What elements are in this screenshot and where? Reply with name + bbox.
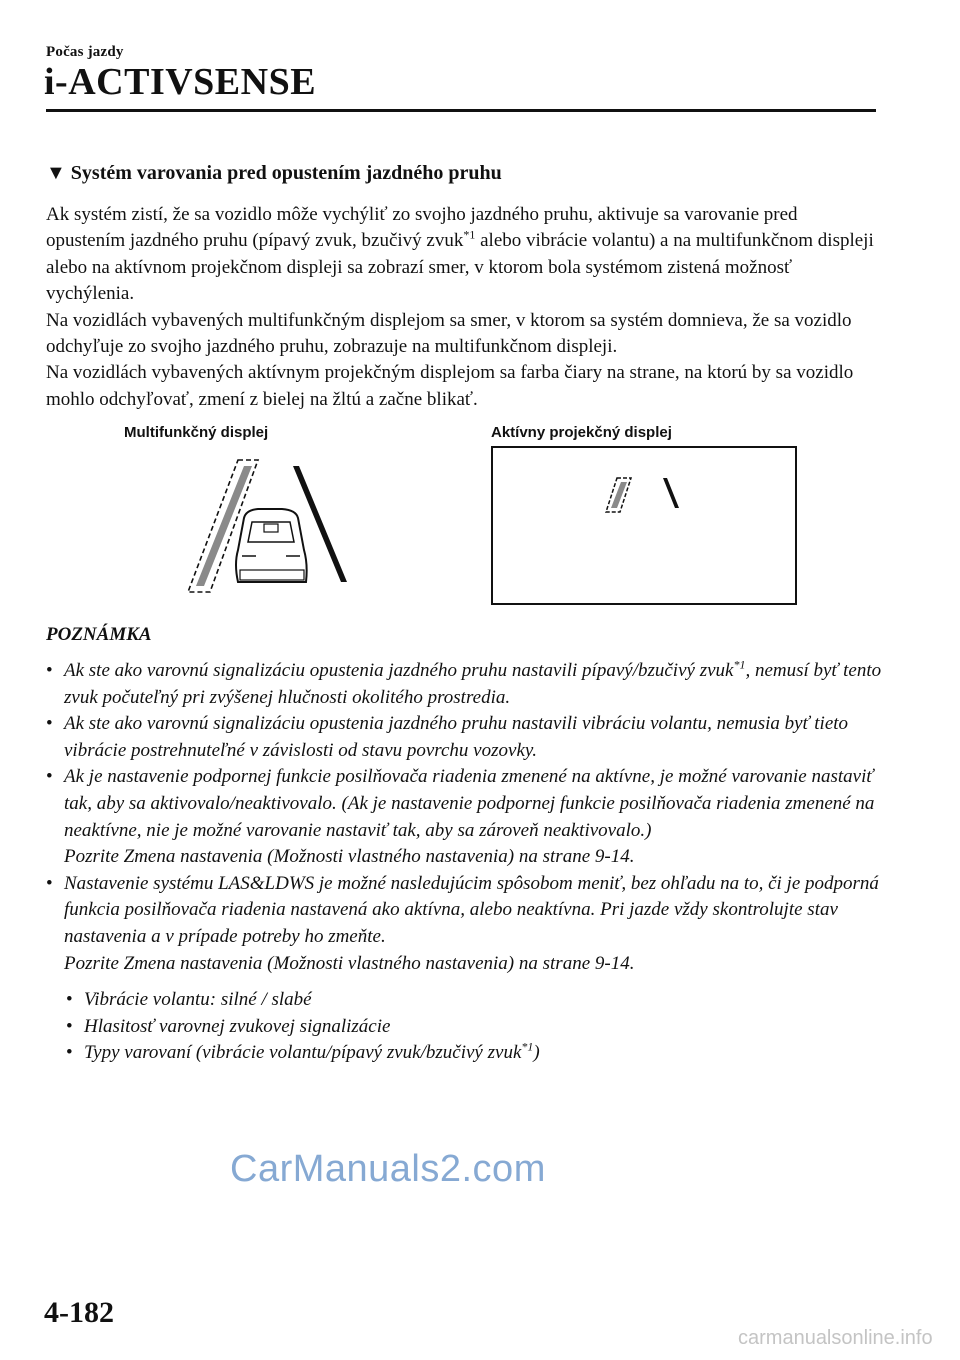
sub-list [46,987,896,1067]
note-item [46,871,896,977]
multifunction-display-figure [180,452,360,602]
bullet-icon: • [46,872,53,894]
page-number: 4-182 [44,1296,114,1329]
header-rule [46,109,876,112]
paragraph-text: Na vozidlách vybavených aktívnym projekčným displejom sa farba čiary na strane, na ktorú by sa vozidlo mohlo odchyľovať, zmení z bielej na žltú a začne blikať. [46,362,854,410]
note-list [46,658,896,1067]
body-paragraph [46,360,876,413]
paragraph-text: alebo vibrácie volantu) a na multifunkčnom displeji alebo na aktívnom projekčnom displeji sa zobrazí smer, v ktorom bola systémom zistená možnosť vychýlenia. [46,230,874,305]
car-mirror [264,524,278,532]
footnote-marker: *1 [463,228,476,243]
chapter-title: i-ACTIVSENSE [44,61,317,103]
sub-item-text: ) [533,1042,540,1064]
note-text: Ak ste ako varovnú signalizáciu opustenia jazdného pruhu nastavili pípavý/bzučivý zvuk [64,660,734,681]
bullet-icon: • [46,766,53,788]
body-paragraph [46,308,876,361]
watermark-logo: CarManuals2.com [230,1148,546,1190]
figure-label-multifunction: Multifunkčný displej [124,424,269,441]
triangle-marker-icon: ▼ [46,162,66,184]
sub-item [66,987,896,1014]
footnote-marker: *1 [521,1039,534,1054]
note-text: , nemusí byť tento zvuk počuteľný pri zvýšenej hlučnosti okolitého prostredia. [64,660,882,708]
section-heading-text: Systém varovania pred opustením jazdného pruhu [70,162,502,184]
right-lane-line [663,478,679,508]
sub-item-text: Typy varovaní (vibrácie volantu/pípavý zvuk/bzučivý zvuk [84,1042,522,1064]
paragraph-text: Na vozidlách vybavených multifunkčným displejom sa smer, v ktorom sa systém domnieva, že sa vozidlo odchyľuje zo svojho jazdného pruhu, zobrazuje na multifunkčnom displeji. [46,309,852,358]
figure-label-projection: Aktívny projekčný displej [491,424,672,441]
section-label: Počas jazdy [46,44,124,60]
sub-item [66,1014,896,1041]
sub-item-text: Hlasitosť varovnej zvukovej signalizácie [84,1015,391,1037]
note-item [46,658,896,711]
bullet-icon: • [66,989,73,1011]
note-item [46,711,896,764]
bullet-icon: • [66,1042,73,1064]
car-icon [236,509,307,582]
bullet-icon: • [46,660,53,681]
sub-item-text: Vibrácie volantu: silné / slabé [84,989,312,1011]
left-lane-line-highlight [611,482,627,508]
note-item [46,764,896,870]
section-heading [46,162,502,185]
footer-watermark: carmanualsonline.info [738,1327,933,1349]
note-text: Ak je nastavenie podpornej funkcie posilňovača riadenia zmenené na aktívne, je možné varovanie nastaviť tak, aby sa aktivovalo/neaktivovalo. (Ak je nastavenie podpornej funkcie posilňovača riadenia zmenené na neaktívne, nie je možné varovanie nastaviť tak, aby sa zároveň neaktivovalo.) [64,766,875,841]
note-text: Nastavenie systému LAS&LDWS je možné nasledujúcim spôsobom meniť, bez ohľadu na to, či je podporná funkcia posilňovača riadenia nastavená ako aktívna, alebo neaktívna. Pri jazde vždy skontrolujte stav nastavenia a v prípade potreby ho zmeňte. [64,872,879,947]
footnote-marker: *1 [733,657,746,672]
cross-reference[interactable]: Pozrite Zmena nastavenia (Možnosti vlastného nastavenia) na strane 9-14. [64,952,635,974]
note-text: Ak ste ako varovnú signalizáciu opustenia jazdného pruhu nastavili vibráciu volantu, nemusia byť tieto vibrácie postrehnuteľné v závislosti od stavu povrchu vozovky. [64,713,849,761]
paragraph-text: Ak systém zistí, že sa vozidlo môže vychýliť zo svojho jazdného pruhu, aktivuje sa varovanie pred opustením jazdného pruhu (pípavý zvuk, bzučivý zvuk [46,204,798,252]
lane-departure-illustration [180,452,360,602]
bullet-icon: • [66,1015,73,1037]
bullet-icon: • [46,713,53,735]
note-title: POZNÁMKA [46,624,152,645]
body-text [46,202,876,413]
body-paragraph [46,202,876,308]
projection-lane-illustration [493,448,795,603]
active-driving-display-figure [491,446,797,605]
cross-reference[interactable]: Pozrite Zmena nastavenia (Možnosti vlastného nastavenia) na strane 9-14. [64,846,635,868]
sub-item [66,1040,896,1067]
